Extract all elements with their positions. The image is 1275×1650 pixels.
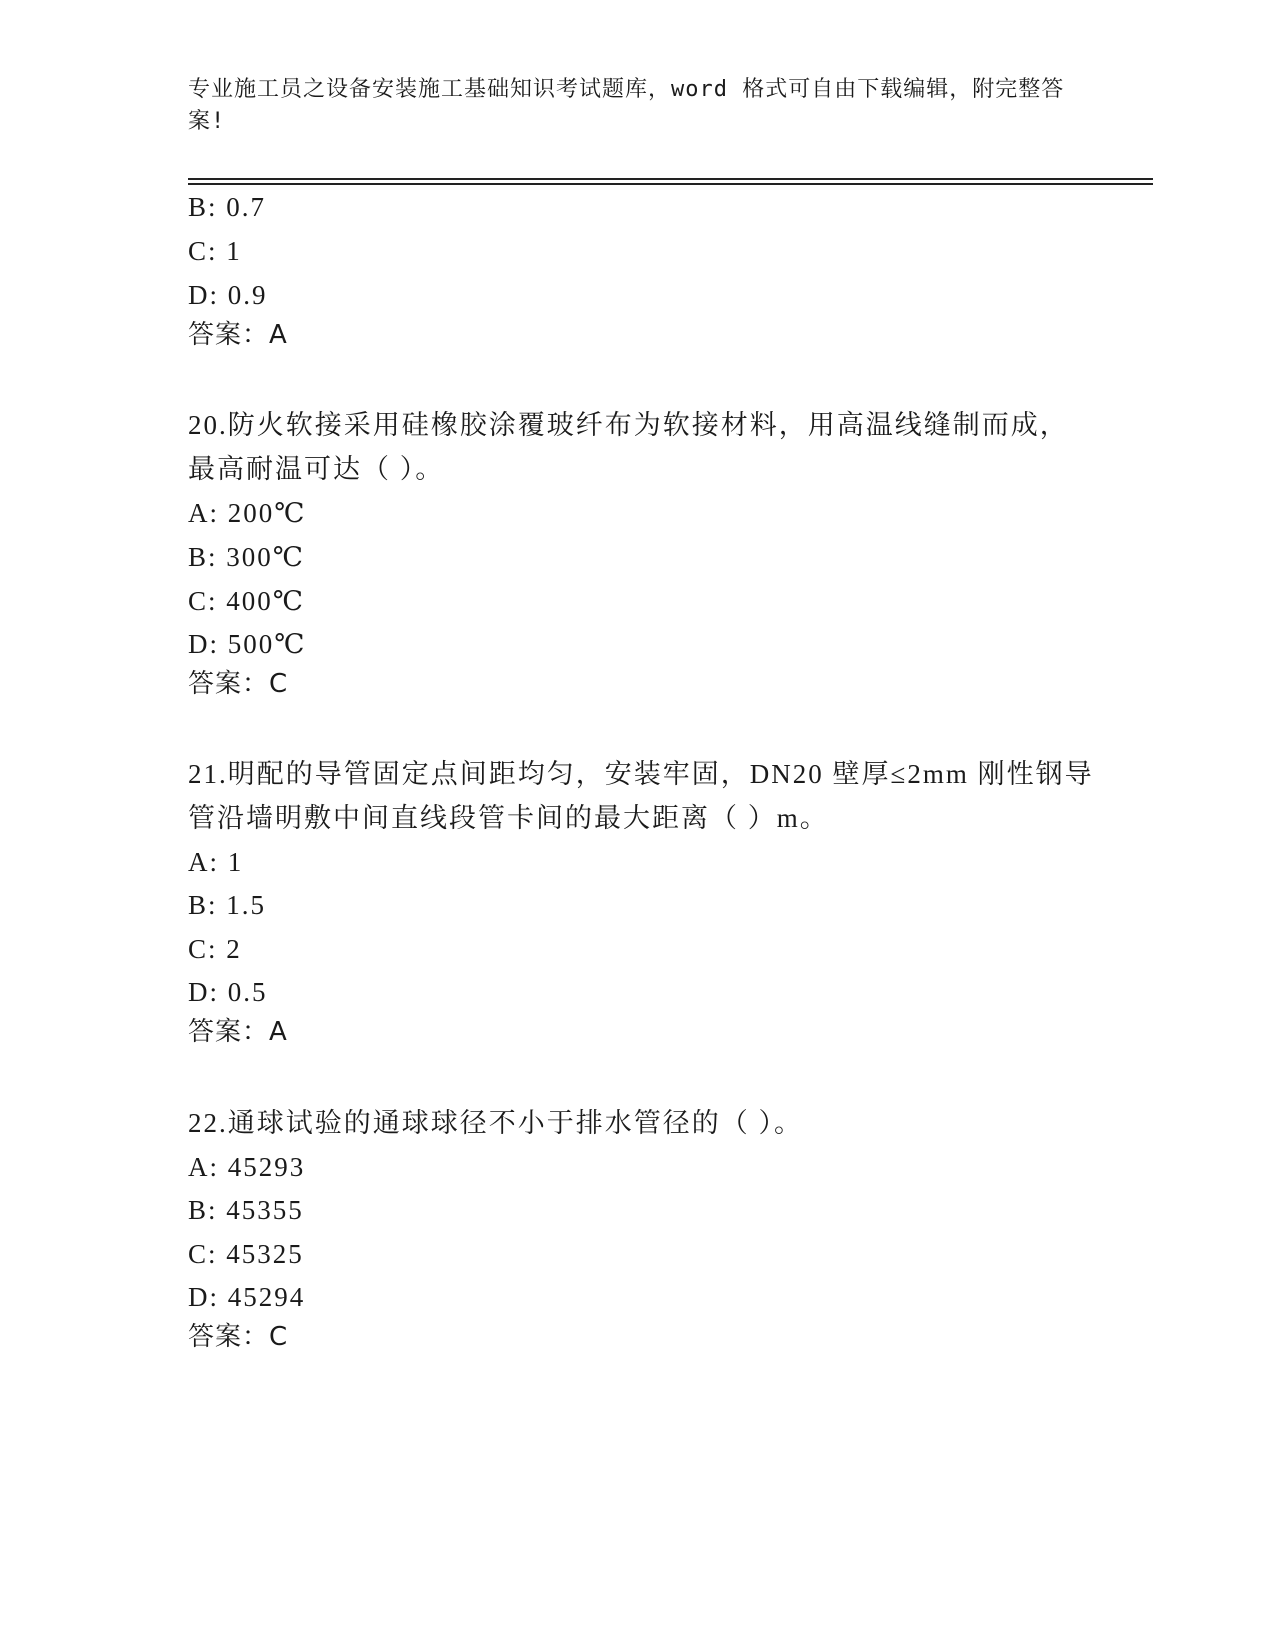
answer-label: 答案：A: [188, 1017, 288, 1047]
question-text: 管沿墙明敷中间直线段管卡间的最大距离（ ）m。: [188, 803, 829, 833]
answer-label: 答案：C: [188, 669, 289, 699]
option-item: B: 0.7: [188, 192, 267, 222]
header-divider-top: [188, 178, 1153, 180]
document-header: 专业施工员之设备安装施工基础知识考试题库，word 格式可自由下载编辑，附完整答案!: [188, 77, 1065, 134]
option-item: D: 500℃: [188, 629, 307, 659]
answer-label: 答案：A: [188, 320, 288, 350]
option-item: B: 300℃: [188, 542, 305, 572]
option-item: A: 1: [188, 847, 244, 877]
option-item: D: 0.5: [188, 977, 268, 1007]
question-text: 20.防火软接采用硅橡胶涂覆玻纤布为软接材料，用高温线缝制而成，: [188, 410, 1069, 440]
option-item: C: 2: [188, 934, 242, 964]
question-text: 22.通球试验的通球球径不小于排水管径的（ ）。: [188, 1108, 803, 1138]
option-item: C: 1: [188, 236, 242, 266]
answer-label: 答案：C: [188, 1322, 289, 1352]
option-item: D: 0.9: [188, 280, 268, 310]
question-text: 21.明配的导管固定点间距均匀，安装牢固，DN20 壁厚≤2mm 刚性钢导: [188, 759, 1094, 789]
option-item: A: 45293: [188, 1152, 306, 1182]
option-item: C: 400℃: [188, 586, 305, 616]
option-item: D: 45294: [188, 1282, 306, 1312]
option-item: B: 45355: [188, 1195, 304, 1225]
option-item: B: 1.5: [188, 890, 267, 920]
option-item: C: 45325: [188, 1239, 304, 1269]
option-item: A: 200℃: [188, 498, 307, 528]
header-divider-bottom: [188, 183, 1153, 185]
question-text: 最高耐温可达（ ）。: [188, 454, 445, 484]
